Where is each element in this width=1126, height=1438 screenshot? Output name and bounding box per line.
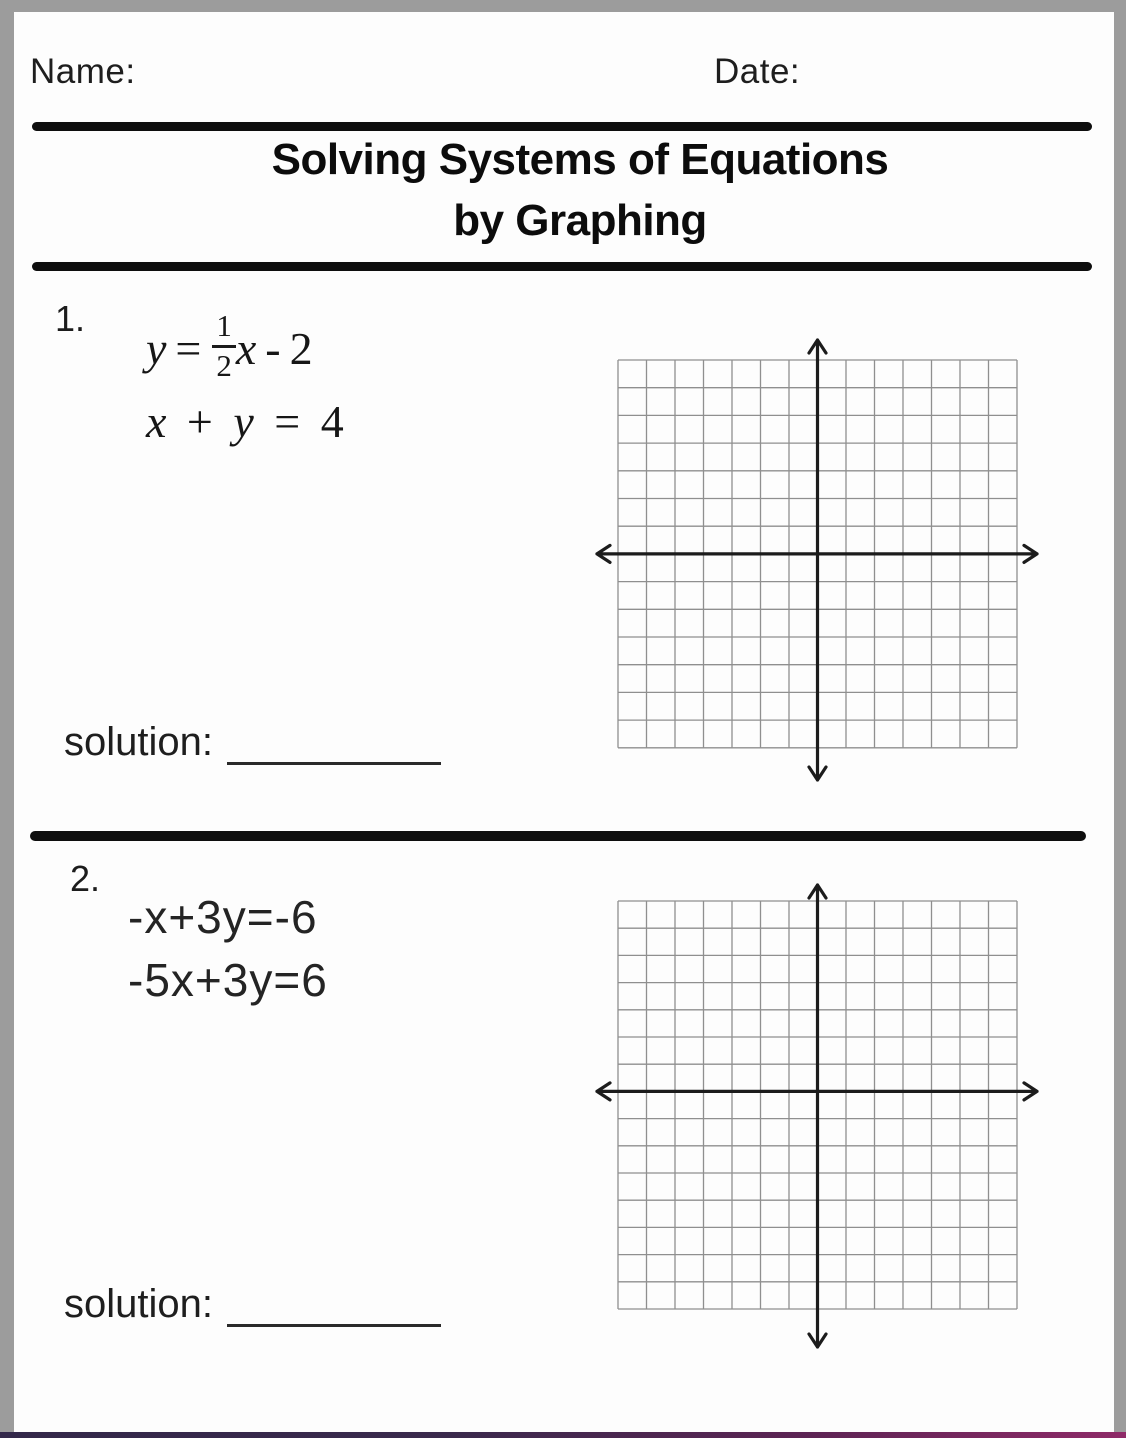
problem-2-solution-label: solution: [64, 1282, 213, 1326]
problem-2-coordinate-grid [590, 873, 1050, 1353]
problem-2-equations [128, 886, 328, 1012]
fraction-denominator: 2 [216, 347, 232, 383]
eq2-variable-y: y [233, 396, 254, 447]
problem-2-equation-2: -5x+3y=6 [128, 954, 328, 1006]
footer-accent-bar [0, 1432, 1126, 1438]
eq2-constant: 4 [320, 396, 344, 447]
eq2-variable-x: x [146, 396, 167, 447]
problem-1-equation-1 [146, 306, 313, 390]
problem-1-number: 1. [55, 298, 86, 339]
problem-1-solution-blank [227, 722, 441, 765]
problem-divider-rule [30, 831, 1086, 841]
eq2-equals-sign: = [274, 396, 301, 447]
worksheet-title [14, 129, 1114, 251]
problem-2-solution-blank [227, 1284, 441, 1327]
problem-1-equation-2 [146, 395, 344, 448]
eq1-constant: 2 [289, 322, 313, 374]
date-label: Date: [714, 52, 801, 91]
name-label: Name: [30, 52, 136, 91]
eq1-variable-x: x [235, 322, 257, 374]
fraction-numerator: 1 [212, 310, 236, 348]
problem-1-solution-row [64, 720, 441, 765]
title-line-2: by Graphing [453, 196, 707, 245]
worksheet-page [14, 12, 1114, 1432]
eq1-equals-sign: = [175, 322, 202, 374]
problem-1-solution-label: solution: [64, 720, 213, 764]
problem-2-number: 2. [70, 858, 101, 899]
eq1-minus-sign: - [265, 322, 281, 374]
eq1-variable-y: y [146, 322, 167, 374]
fraction-one-half [212, 307, 236, 383]
title-rule [32, 262, 1092, 271]
problem-2-solution-row [64, 1282, 441, 1327]
problem-2-equation-1: -x+3y=-6 [128, 891, 318, 943]
title-line-1: Solving Systems of Equations [271, 135, 889, 184]
eq2-plus-sign: + [186, 396, 213, 447]
problem-1-coordinate-grid [590, 330, 1050, 790]
